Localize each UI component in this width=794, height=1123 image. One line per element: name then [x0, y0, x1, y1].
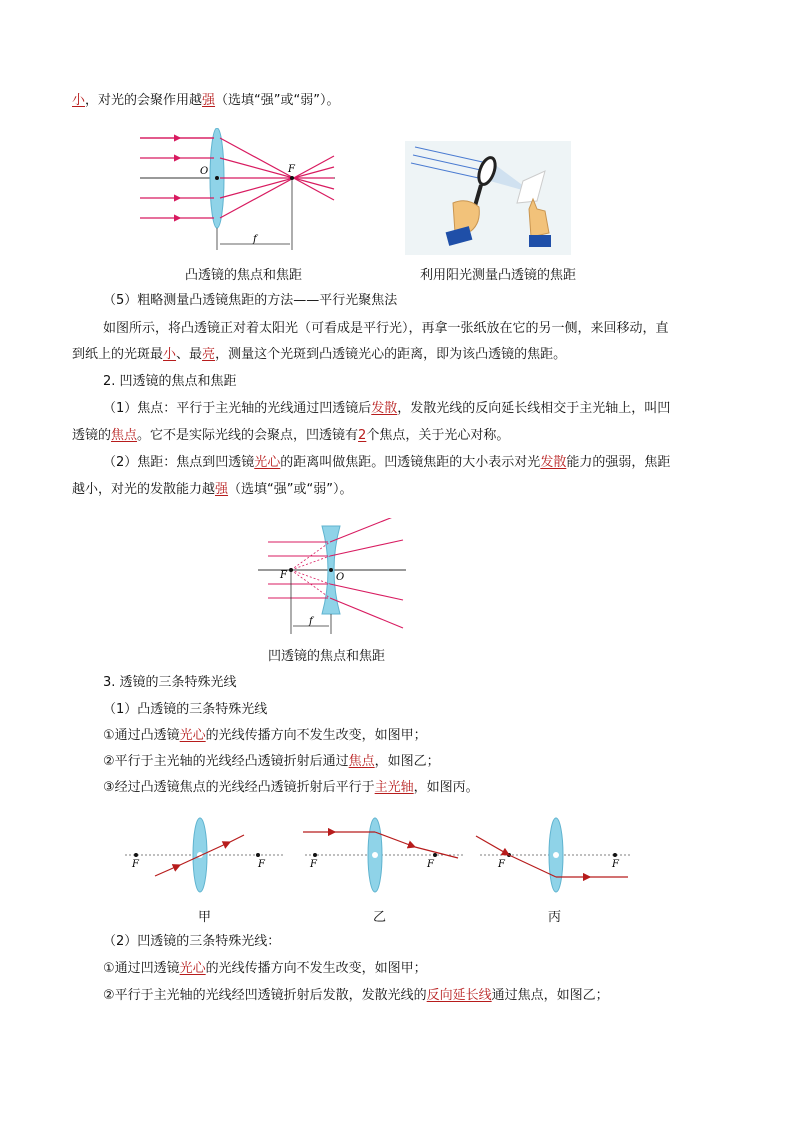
label-f: F	[132, 859, 139, 870]
label-f-length: f	[309, 616, 313, 627]
answer: 光心	[179, 728, 206, 743]
text-line: 到纸上的光斑最小、最亮，测量这个光斑到凸透镜光心的距离，即为该凸透镜的焦距。	[72, 347, 567, 362]
text-line: ②平行于主光轴的光线经凹透镜折射后发散，发散光线的反向延长线通过焦点，如图乙；	[103, 988, 609, 1003]
answer: 光心	[254, 455, 281, 470]
text-line: ③经过凸透镜焦点的光线经凸透镜折射后平行于主光轴，如图丙。	[103, 780, 479, 795]
label-f-focus: F	[288, 164, 295, 175]
text-line: 如图所示，将凸透镜正对着太阳光（可看成是平行光），再拿一张纸放在它的另一侧，来回移动，直	[103, 321, 669, 336]
diagram-bing	[476, 818, 630, 892]
sunlight-measurement-illustration	[405, 141, 571, 255]
figure-caption-bing: 丙	[548, 910, 562, 925]
convex-lens-focus-diagram	[140, 128, 340, 250]
text-line: ②平行于主光轴的光线经凸透镜折射后通过焦点，如图乙；	[103, 754, 440, 769]
label-f: F	[612, 859, 619, 870]
label-f-focus: F	[280, 570, 287, 581]
answer: 焦点	[348, 754, 375, 769]
text-line: ①通过凸透镜光心的光线传播方向不发生改变，如图甲；	[103, 728, 427, 743]
text-line: 透镜的焦点。它不是实际光线的会聚点，凹透镜有2个焦点，关于光心对称。	[72, 428, 510, 443]
label-f: F	[427, 859, 434, 870]
label-f-length: f	[253, 234, 257, 245]
answer: 强	[215, 482, 229, 497]
figure-caption: 利用阳光测量凸透镜的焦距	[420, 268, 577, 283]
text-line: （2）凹透镜的三条特殊光线：	[103, 934, 281, 949]
text-line: （1）焦点：平行于主光轴的光线通过凹透镜后发散，发散光线的反向延长线相交于主光轴上，叫凹	[103, 401, 671, 416]
text-line: （2）焦距：焦点到凹透镜光心的距离叫做焦距。凹透镜焦距的大小表示对光发散能力的强弱，焦距	[103, 455, 671, 470]
label-o: O	[336, 572, 345, 583]
answer: 2	[358, 428, 367, 443]
label-f: F	[310, 859, 317, 870]
figure-caption-jia: 甲	[198, 910, 212, 925]
label-f: F	[258, 859, 265, 870]
diagram-jia	[125, 818, 285, 892]
answer: 发散	[540, 455, 567, 470]
text-line: ①通过凹透镜光心的光线传播方向不发生改变，如图甲；	[103, 961, 427, 976]
answer: 亮	[202, 347, 216, 362]
section-heading: 3. 透镜的三条特殊光线	[103, 675, 237, 690]
answer: 小	[163, 347, 177, 362]
convex-lens-special-rays	[120, 814, 640, 896]
figure-caption: 凹透镜的焦点和焦距	[268, 649, 386, 664]
label-f: F	[498, 859, 505, 870]
answer: 小	[72, 93, 86, 108]
text-line: 越小，对光的发散能力越强（选填“强”或“弱”）。	[72, 482, 353, 497]
concave-lens-focus-diagram	[258, 518, 408, 638]
text-line-1: 小，对光的会聚作用越强（选填“强”或“弱”）。	[72, 93, 340, 108]
diagram-yi	[303, 818, 465, 892]
label-o: O	[200, 166, 209, 177]
answer: 反向延长线	[426, 988, 492, 1003]
text-line: （1）凸透镜的三条特殊光线	[103, 702, 268, 717]
answer: 光心	[179, 961, 206, 976]
answer: 焦点	[111, 428, 138, 443]
figure-caption-yi: 乙	[373, 910, 387, 925]
answer: 发散	[371, 401, 398, 416]
answer: 主光轴	[374, 780, 414, 795]
answer: 强	[202, 93, 216, 108]
figure-caption: 凸透镜的焦点和焦距	[185, 268, 303, 283]
text-line: （5）粗略测量凸透镜焦距的方法——平行光聚焦法	[103, 293, 398, 308]
section-heading: 2. 凹透镜的焦点和焦距	[103, 374, 237, 389]
